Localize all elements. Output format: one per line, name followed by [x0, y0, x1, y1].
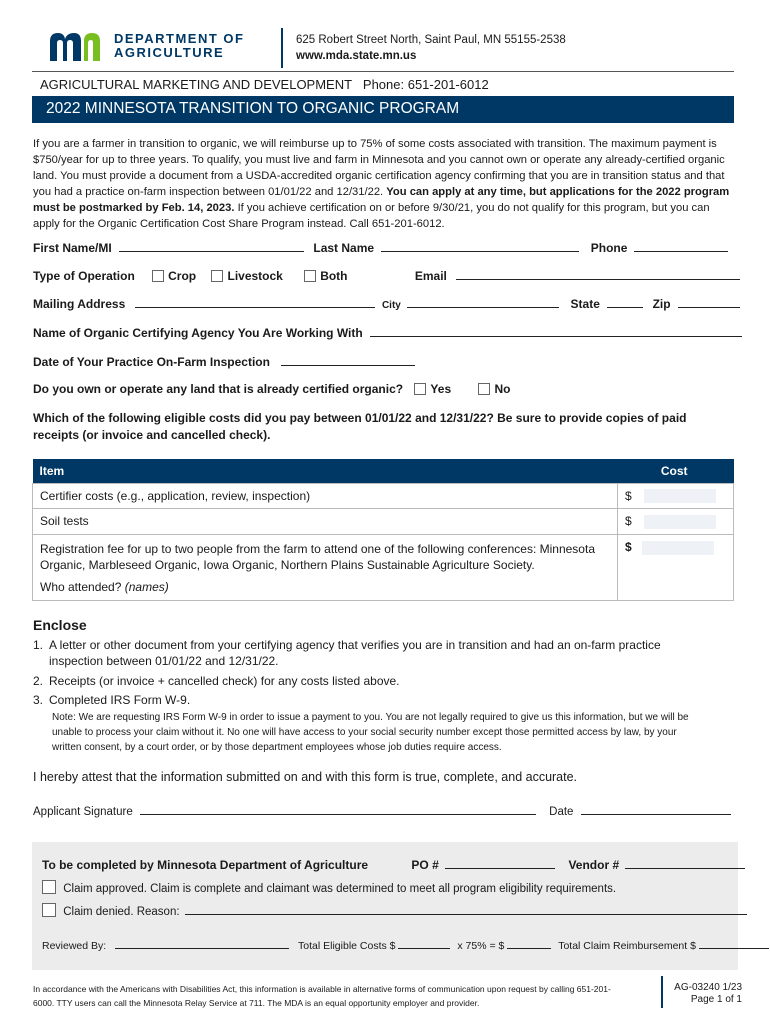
registration-cost-field[interactable] — [642, 541, 714, 555]
total-reimbursement-label: Total Claim Reimbursement $ — [558, 940, 696, 952]
costs-question: Which of the following eligible costs did you pay between 01/01/22 and 12/31/22? Be sure to provide copies of paid receipts (or invoice and cancelled check). — [33, 411, 687, 442]
intro-text-2: If you achieve certification on or before 9/30/21, you do not qualify for this program, but you can apply for the Organic Certification Cost Share Program instead. Call 651-201-6012. — [33, 202, 710, 230]
costs-table — [32, 459, 734, 601]
denied-checkbox[interactable] — [42, 903, 56, 917]
x75-field[interactable] — [507, 937, 551, 949]
item-number: 2. — [33, 674, 44, 688]
cost-column-header: Cost — [618, 459, 734, 483]
denied-row — [42, 903, 747, 918]
table-row — [33, 509, 734, 535]
soil-test-cost-field[interactable] — [644, 515, 716, 529]
mda-logo — [48, 30, 244, 62]
certifier-cost-field[interactable] — [644, 489, 716, 503]
zip-field[interactable] — [678, 296, 740, 308]
zip-label: Zip — [652, 297, 671, 311]
cost-cell — [618, 535, 734, 601]
address-row — [33, 296, 740, 311]
office-use-section — [32, 842, 738, 970]
reviewed-by-field[interactable] — [115, 937, 289, 949]
intro-paragraph — [33, 136, 733, 232]
item-cell: Certifier costs (e.g., application, review, inspection) — [33, 483, 618, 509]
operation-label: Type of Operation — [33, 269, 135, 283]
item-number: 3. — [33, 693, 44, 707]
vendor-label: Vendor # — [568, 858, 620, 872]
dollar-sign: $ — [625, 514, 632, 529]
item-text: Completed IRS Form W-9. — [49, 693, 191, 707]
approved-checkbox[interactable] — [42, 880, 56, 894]
item-column-header: Item — [33, 459, 618, 483]
approved-label: Claim approved. Claim is complete and claimant was determined to meet all program eligibility requirements. — [63, 883, 617, 895]
approved-row — [42, 880, 616, 895]
logo-line-1: DEPARTMENT OF — [114, 31, 245, 46]
item-text-cont: inspection between 01/01/22 and 12/31/22. — [49, 654, 279, 668]
cost-cell — [618, 509, 734, 535]
who-attended — [40, 579, 610, 595]
inspection-date-label: Date of Your Practice On-Farm Inspection — [33, 355, 270, 369]
list-item — [33, 673, 400, 689]
last-name-label: Last Name — [313, 241, 375, 255]
street-address: 625 Robert Street North, Saint Paul, MN 55155-2538 — [296, 34, 566, 46]
item-text: Receipts (or invoice + cancelled check) for any costs listed above. — [49, 674, 400, 688]
phone-label: Phone — [590, 241, 628, 255]
name-row — [33, 240, 728, 255]
signature-label: Applicant Signature — [33, 806, 133, 818]
intro-text-1: If you are a farmer in transition to organic, we will reimburse up to 75% of some costs associated with transition. The maximum payment is $750/year for up to three years. To qualify, you must live and farm in Minnesota and you cannot own or operate any already-certified organic land. You must provide a document from a USDA-accredited organic certification agency confirming that you are in transition status and that you had a practice on-farm inspection between 01/01/22 and 12/31/22. — [33, 138, 725, 198]
w9-note: Note: We are requesting IRS Form W-9 in order to issue a payment to you. You are not legally required to give us this information, but we will be unable to process your claim without it. No one will have access to your social security number except those permitted access by law, by your written consent, by a court order, or by those department employees whose job duties require access. — [52, 712, 689, 753]
footer-divider — [661, 976, 663, 1008]
total-eligible-field[interactable] — [398, 937, 450, 949]
division-line — [40, 77, 489, 92]
phone-field[interactable] — [634, 240, 728, 252]
email-label: Email — [414, 269, 447, 283]
table-row — [33, 535, 734, 601]
cost-cell — [618, 483, 734, 509]
signature-row — [33, 803, 731, 818]
vendor-field[interactable] — [625, 857, 745, 869]
office-use-header-row — [42, 857, 745, 872]
yes-label: Yes — [430, 382, 452, 396]
header-divider — [281, 28, 283, 68]
form-id-block — [672, 982, 742, 1006]
item-cell — [33, 535, 618, 601]
both-label: Both — [320, 269, 348, 283]
last-name-field[interactable] — [381, 240, 579, 252]
address-block — [296, 32, 566, 64]
first-name-field[interactable] — [119, 240, 304, 252]
intro-deadline: You can apply at any time, but applications for the 2022 program must be postmarked by Feb. 14, 2023. — [33, 186, 730, 214]
item-cell: Soil tests — [33, 509, 618, 535]
rule-top — [32, 71, 734, 72]
inspection-row — [33, 354, 415, 369]
no-label: No — [494, 382, 511, 396]
denied-label: Claim denied. Reason: — [63, 906, 180, 918]
mailing-address-label: Mailing Address — [33, 297, 126, 311]
page-number: Page 1 of 1 — [690, 994, 742, 1005]
registration-text: Registration fee for up to two people from the farm to attend one of the following conferences: Minnesota Organic, Marbleseed Organic, Iowa Organic, Northern Plains Sustainable Agriculture Society. — [40, 542, 595, 573]
item-text: A letter or other document from your certifying agency that verifies you are in transition and had an on-farm practice — [49, 638, 661, 652]
livestock-checkbox[interactable] — [211, 270, 223, 282]
x75-label: x 75% = $ — [457, 940, 505, 952]
mailing-address-field[interactable] — [135, 296, 375, 308]
names-hint: (names) — [124, 580, 169, 595]
yes-checkbox[interactable] — [414, 383, 426, 395]
city-field[interactable] — [407, 296, 559, 308]
no-checkbox[interactable] — [478, 383, 490, 395]
inspection-date-field[interactable] — [281, 354, 415, 366]
date-label: Date — [549, 806, 574, 818]
reviewed-by-label: Reviewed By: — [42, 940, 107, 952]
logo-line-2: AGRICULTURE — [114, 45, 225, 60]
form-title: 2022 MINNESOTA TRANSITION TO ORGANIC PROGRAM — [32, 96, 734, 123]
list-item — [33, 692, 190, 708]
table-row — [33, 483, 734, 509]
agency-field[interactable] — [370, 325, 742, 337]
email-field[interactable] — [456, 268, 740, 280]
letterhead — [0, 0, 770, 72]
signature-date-field[interactable] — [581, 803, 731, 815]
total-reimbursement-field[interactable] — [699, 937, 769, 949]
dollar-sign: $ — [625, 540, 632, 555]
ada-statement: In accordance with the Americans with Disabilities Act, this information is available in alternative forms of communication upon request by calling 651-201-6000. TTY users can call the Minnesota Relay Service at 711. The MDA is an equal opportunity employer and provider. — [33, 984, 611, 1008]
office-use-heading: To be completed by Minnesota Department of Agriculture — [42, 858, 369, 872]
both-checkbox[interactable] — [304, 270, 316, 282]
website-link[interactable]: www.mda.state.mn.us — [296, 50, 417, 62]
state-label: State — [570, 297, 600, 311]
certified-land-question: Do you own or operate any land that is already certified organic? — [33, 382, 404, 396]
list-item — [33, 637, 661, 669]
crop-label: Crop — [168, 269, 197, 283]
first-name-label: First Name/MI — [33, 241, 112, 255]
crop-checkbox[interactable] — [152, 270, 164, 282]
city-label: City — [381, 300, 401, 311]
livestock-label: Livestock — [227, 269, 283, 283]
po-field[interactable] — [445, 857, 555, 869]
enclose-heading: Enclose — [33, 617, 87, 633]
dollar-sign: $ — [625, 488, 632, 503]
who-attended-label: Who attended? — [40, 580, 122, 595]
item-number: 1. — [33, 638, 44, 652]
signature-field[interactable] — [140, 803, 536, 815]
totals-row — [42, 937, 769, 952]
form-id: AG-03240 1/23 — [674, 982, 742, 993]
total-eligible-label: Total Eligible Costs $ — [298, 940, 396, 952]
mn-logo-icon — [48, 31, 104, 61]
denied-reason-field[interactable] — [185, 903, 747, 915]
division-phone: Phone: 651-201-6012 — [362, 77, 489, 92]
certified-land-row — [33, 382, 510, 396]
table-header-row — [33, 459, 734, 483]
state-field[interactable] — [607, 296, 643, 308]
operation-row — [33, 268, 740, 283]
agency-row — [33, 325, 742, 340]
attestation: I hereby attest that the information submitted on and with this form is true, complete, and accurate. — [33, 770, 578, 784]
agency-label: Name of Organic Certifying Agency You Are Working With — [33, 326, 363, 340]
po-label: PO # — [411, 858, 439, 872]
division-name: AGRICULTURAL MARKETING AND DEVELOPMENT — [40, 77, 353, 92]
